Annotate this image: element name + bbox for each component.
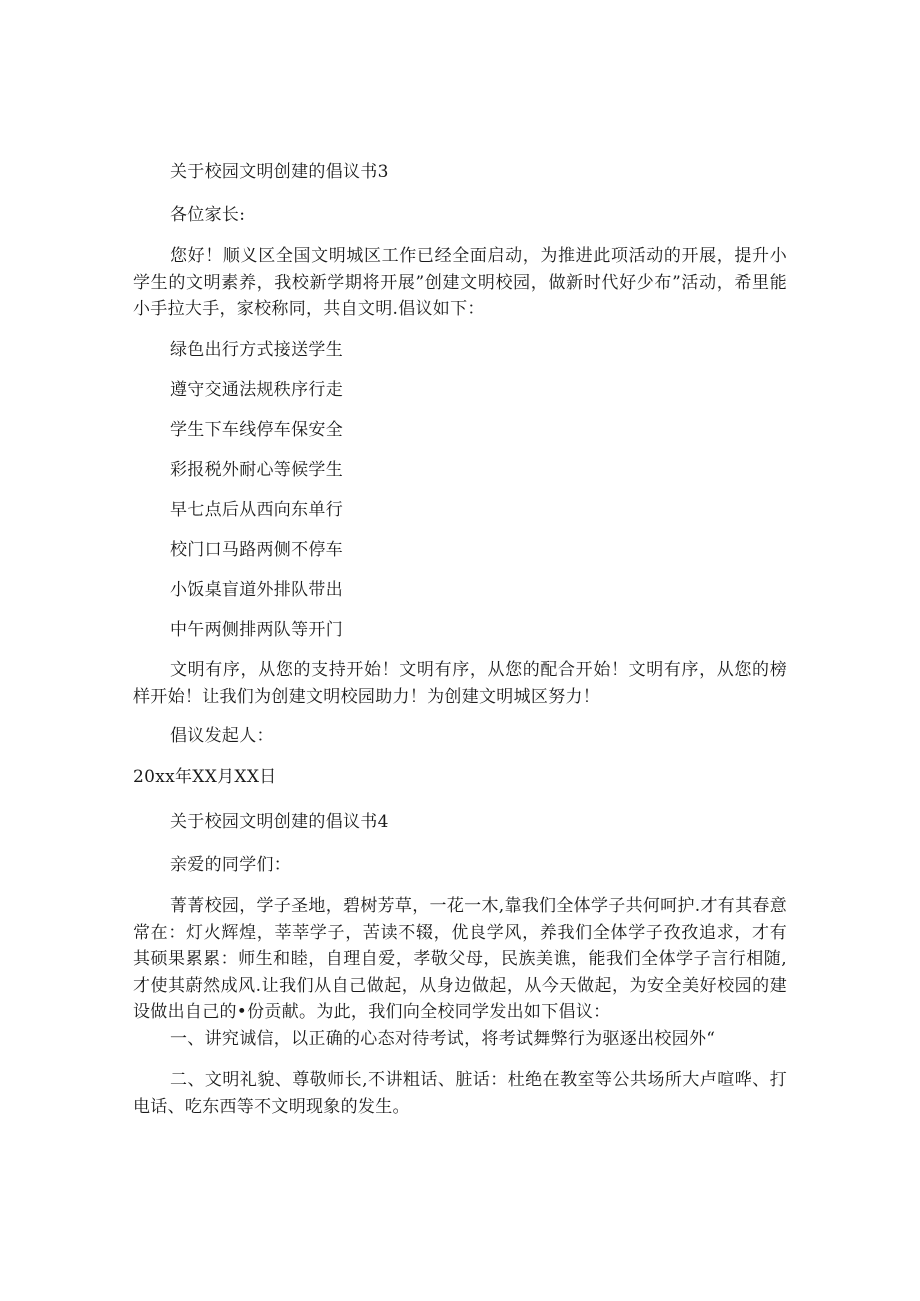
letter3-item-6: 校门口马路两侧不停车 bbox=[170, 540, 343, 560]
letter4-intro: 菁菁校园，学子圣地，碧树芳草，一花一木,靠我们全体学子共何呵护.才有其春意常在：灯火辉煌，莘莘学子，苦读不辍，优良学风，养我们全体学子孜孜追求，才有其硕果累累：师生和睦，自理自爱，孝敬父母，民族美谯，能我们全体学子言行相随,才使其蔚然成风.让我们从自己做起，从身边做起，从今天做起，为安全美好校园的建设做出自己的•份贡献。为此，我们向全校同学发出如下倡议： bbox=[133, 896, 787, 1022]
letter3-title: 关于校园文明创建的倡议书3 bbox=[170, 162, 389, 182]
letter3-intro: 您好！顺义区全国文明城区工作已经全面启动，为推进此项活动的开展，提升小学生的文明素养，我校新学期将开展”创建文明校园，做新时代好少布”活动，希里能小手拉大手，家校称同，共自文明.倡议如下： bbox=[133, 246, 787, 319]
letter3-item-2: 遵守交通法规秩序行走 bbox=[170, 380, 343, 400]
letter3-item-8: 中午两侧排两队等开门 bbox=[170, 620, 343, 640]
letter4-point-2: 二、文明礼貌、尊敬师长,不讲粗话、脏话：杜绝在教室等公共场所大卢喧哗、打电话、吃东西等不文明现象的发生。 bbox=[133, 1070, 787, 1117]
letter3-item-3: 学生下车线停车保安全 bbox=[170, 420, 343, 440]
letter3-item-7: 小饭桌盲道外排队带出 bbox=[170, 580, 343, 600]
letter3-item-1: 绿色出行方式接送学生 bbox=[170, 340, 343, 360]
letter4-point-1: 一、讲究诚信，以正确的心态对待考试，将考试舞弊行为驱逐出校园外“ bbox=[170, 1029, 716, 1049]
letter4-title: 关于校园文明创建的倡议书4 bbox=[170, 812, 389, 832]
letter3-date: 20xx年XX月XX日 bbox=[133, 767, 277, 787]
letter3-greeting: 各位家长: bbox=[170, 205, 246, 225]
letter3-initiator: 倡议发起人： bbox=[170, 726, 274, 746]
letter3-item-4: 彩报税外耐心等候学生 bbox=[170, 460, 343, 480]
letter4-greeting: 亲爱的同学们： bbox=[170, 855, 292, 875]
letter3-item-5: 早七点后从西向东单行 bbox=[170, 500, 343, 520]
letter3-closing: 文明有序，从您的支持开始！文明有序，从您的配合开始！文明有序，从您的榜样开始！让我们为创建文明校园助力！为创建文明城区努力！ bbox=[133, 660, 787, 707]
